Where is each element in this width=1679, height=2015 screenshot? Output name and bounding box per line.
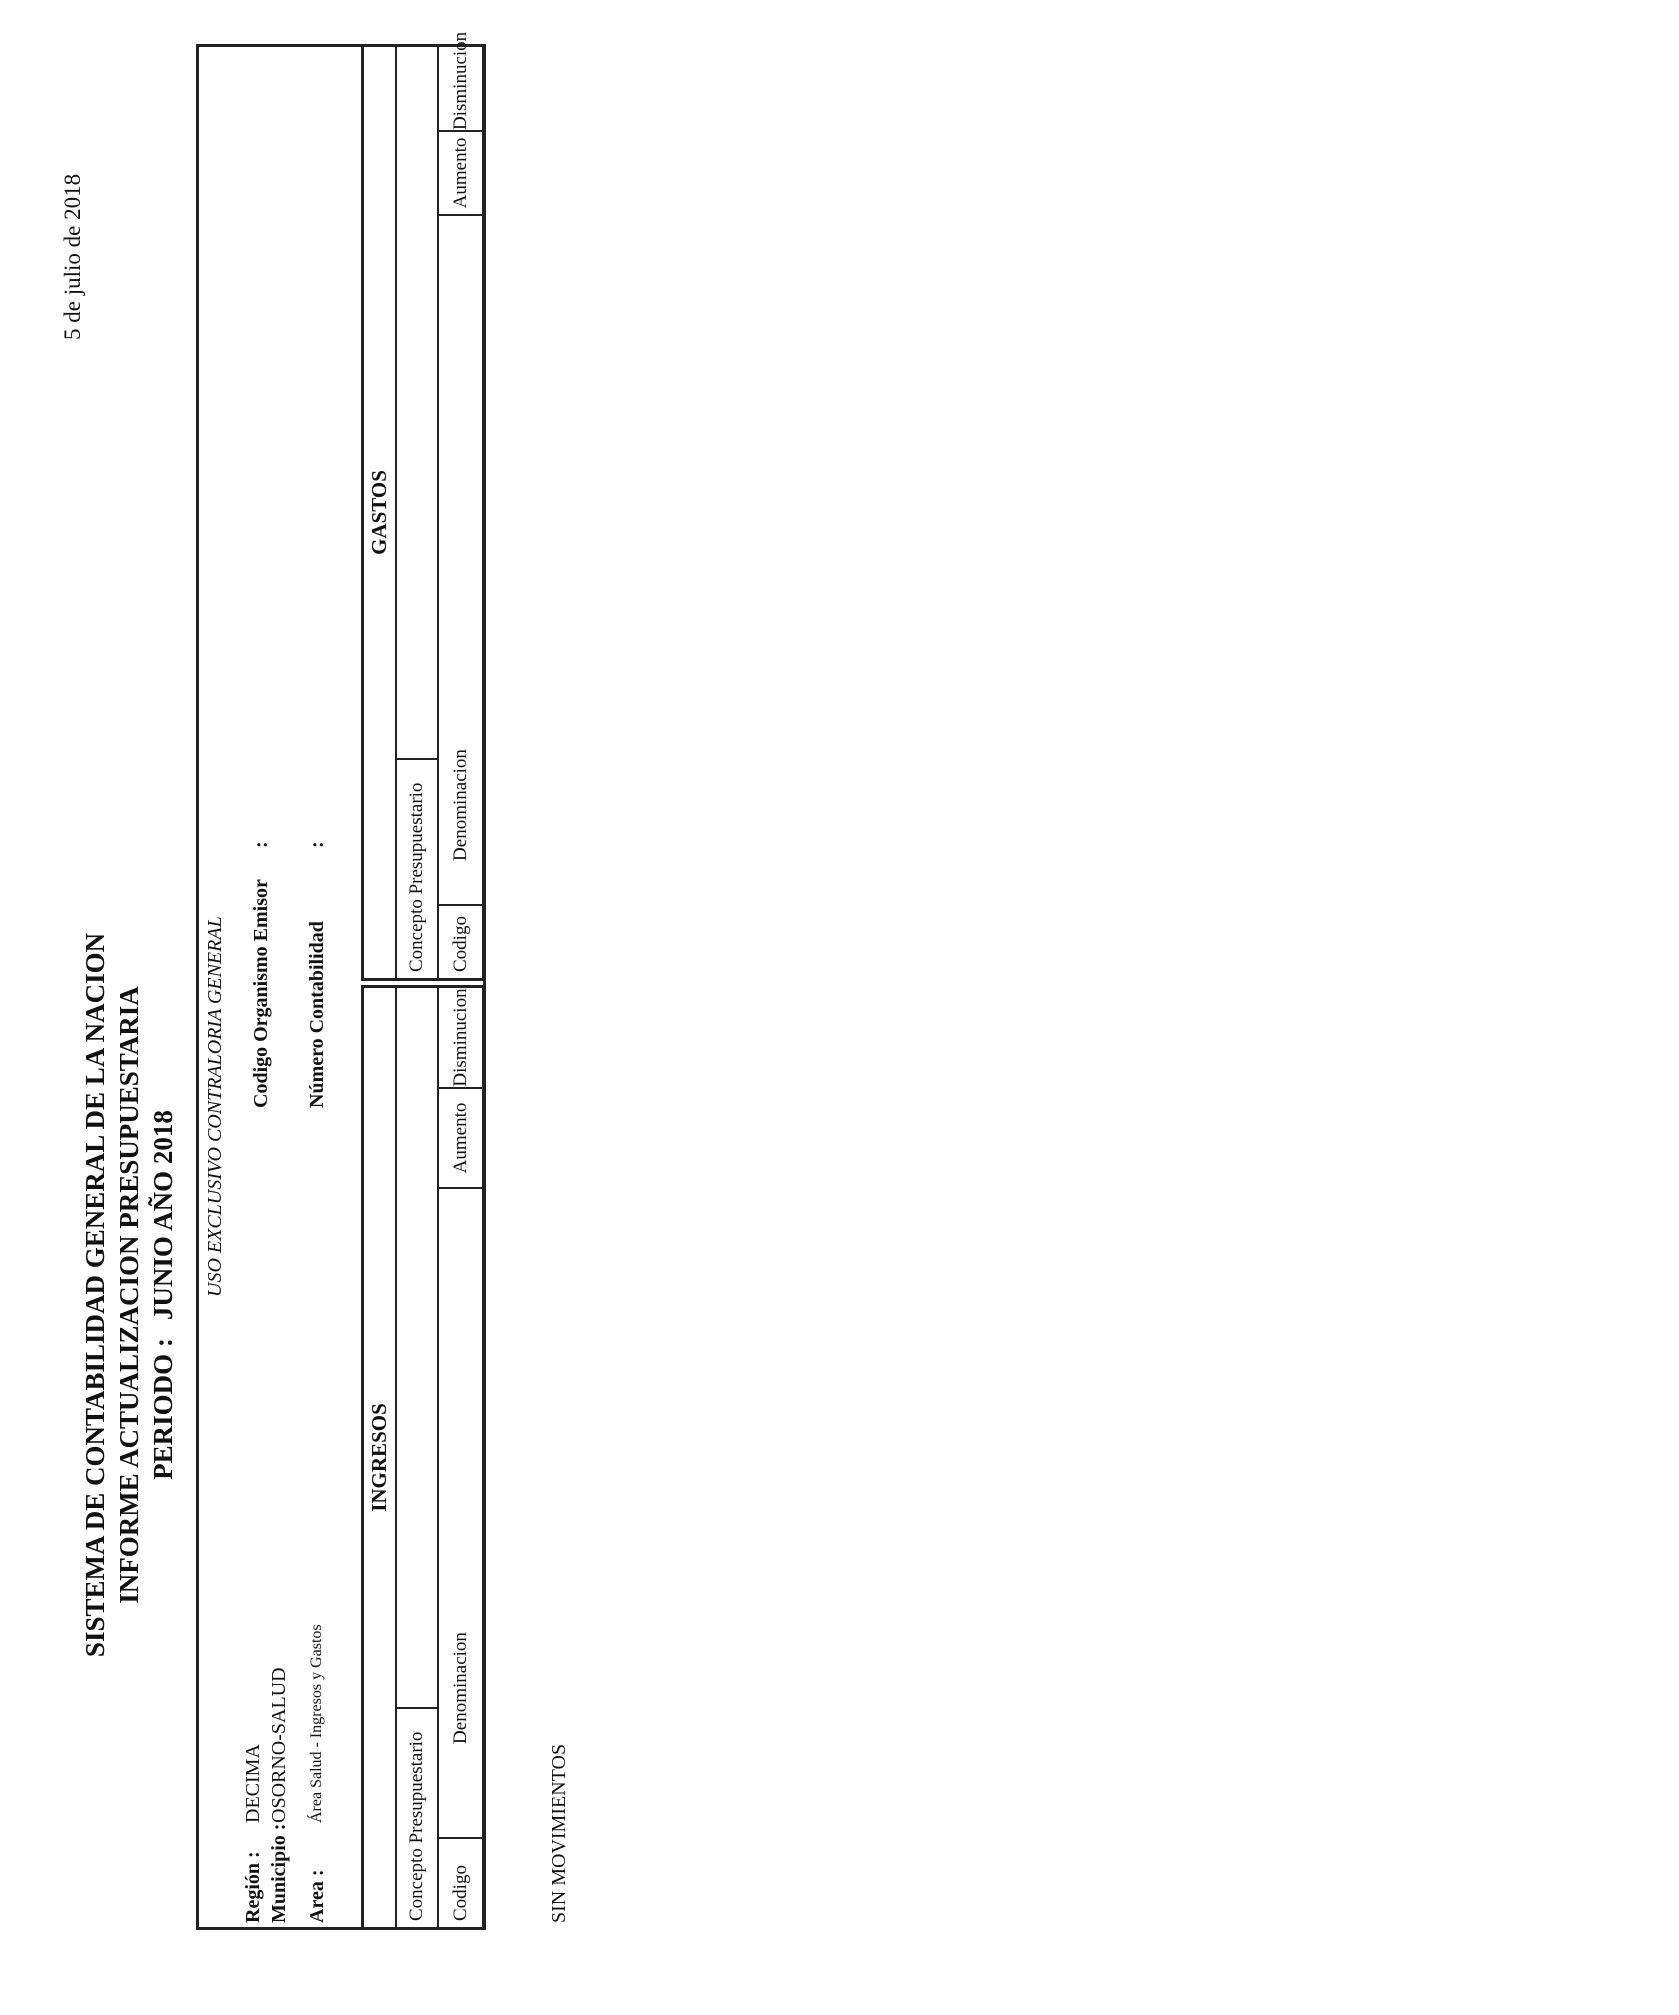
ingresos-table (361, 985, 485, 1930)
gastos-concepto-header: Concepto Presupuestario (397, 758, 437, 978)
ingresos-col-aumento: Aumento (439, 1089, 482, 1189)
gastos-table (361, 31, 485, 981)
report-title-line1: SISTEMA DE CONTABILIDAD GENERAL DE LA NACION (80, 932, 110, 1658)
ingresos-concepto-header: Concepto Presupuestario (397, 1707, 437, 1927)
gastos-col-aumento: Aumento (439, 132, 482, 216)
report-date: 5 de julio de 2018 (60, 173, 85, 340)
codigo-emisor-row (250, 841, 273, 1108)
gastos-col-disminucion: Disminucion (439, 47, 482, 132)
period-label: PERIODO : (148, 1338, 178, 1480)
numero-contabilidad-row (306, 841, 329, 1108)
ingresos-col-codigo: Codigo (450, 1865, 471, 1921)
ingresos-title: INGRESOS (364, 988, 397, 1927)
ingresos-col-blank (439, 1189, 482, 1539)
gastos-title: GASTOS (364, 47, 397, 978)
gastos-col-blank (439, 216, 482, 706)
area-label: Area : (306, 1869, 328, 1923)
ingresos-column-headers (437, 988, 482, 1927)
ingresos-col-disminucion: Disminucion (439, 988, 482, 1089)
gastos-col-denominacion: Denominacion (439, 706, 482, 906)
region-label: Región : (242, 1851, 264, 1923)
gastos-column-headers (437, 31, 482, 978)
area-value: Área Salud - Ingresos y Gastos (308, 1624, 325, 1823)
municipio-value: OSORNO-SALUD (268, 1667, 290, 1823)
report-title-line2: INFORME ACTUALIZACION PRESUPUESTARIA (114, 986, 144, 1604)
codigo-emisor-label: Codigo Organismo Emisor (250, 879, 272, 1108)
codigo-emisor-colon: : (250, 841, 272, 848)
report-period (146, 795, 180, 1795)
sin-movimientos-note: SIN MOVIMIENTOS (548, 1743, 570, 1923)
region-value: DECIMA (242, 1744, 264, 1823)
numero-contabilidad-colon: : (306, 841, 328, 848)
numero-contabilidad-label: Número Contabilidad (306, 921, 328, 1108)
municipio-label: Municipio : (268, 1823, 290, 1923)
gastos-col-codigo: Codigo (450, 916, 471, 972)
ingresos-col-denominacion: Denominacion (439, 1539, 482, 1839)
report-titles (78, 795, 180, 1795)
period-value: JUNIO AÑO 2018 (148, 1110, 178, 1321)
uso-exclusivo-label: USO EXCLUSIVO CONTRALORIA GENERAL (204, 916, 226, 1297)
